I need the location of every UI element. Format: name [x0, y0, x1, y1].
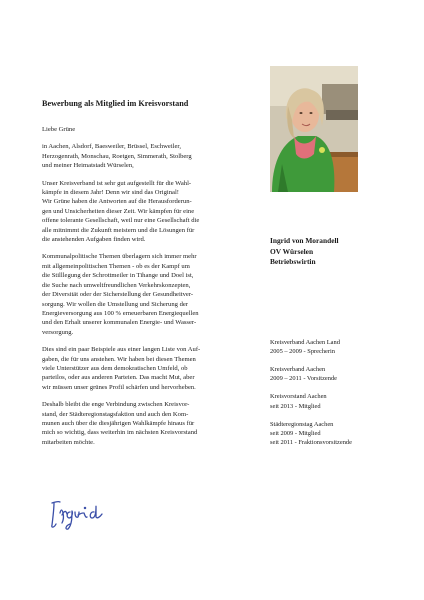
text-line: in Aachen, Alsdorf, Baesweiler, Brüssel, Eschweiler, [42, 143, 182, 151]
letter-title: Bewerbung als Mitglied im Kreisvorstand [42, 99, 189, 108]
text-line: 2009 – 2011 - Vorsitzende [270, 375, 337, 383]
text-line: mit allgemeinpolitischen Themen - ob es der Kampf um [42, 262, 190, 270]
text-line: Deshalb bleibt die enge Verbindung zwischen Kreisvor- [42, 401, 190, 409]
text-line: wir müssen unser grünes Profil schärfen und hervorheben. [42, 383, 196, 391]
role-entry [270, 392, 410, 411]
text-line: 2005 – 2009 - Sprecherin [270, 348, 335, 356]
text-line: Kommunalpolitische Themen überlagern sich immer mehr [42, 253, 197, 261]
text-line: parteilos, oder aus anderen Parteien. Das macht Mut, aber [42, 374, 195, 382]
text-line: viele Unterstützer aus dem demokratischen Umfeld, ob [42, 364, 188, 372]
letter-paragraph-examples [42, 345, 260, 392]
handwritten-signature [48, 495, 114, 531]
text-line: munen auch über die diesjährigen Wahlkämpfe hinaus für [42, 419, 195, 427]
text-line: Energieversorgung aus 100 % erneuerbaren Energiequellen [42, 309, 199, 317]
candidate-local-group: OV Würselen [270, 246, 314, 256]
letter-paragraph-topics [42, 252, 260, 337]
text-line: die Stilllegung der Schrottmeiler in Tihange und Doel ist, [42, 272, 194, 280]
text-line: seit 2011 - Fraktionsvorsitzende [270, 439, 352, 447]
role-entry [270, 420, 410, 448]
text-line: die anstehenden Aufgaben finden wird. [42, 236, 146, 244]
text-line: mich so wichtig, dass weiterhin im nächsten Kreisvorstand [42, 429, 198, 437]
letter-paragraph-closing [42, 400, 260, 447]
text-line: Wir Grüne haben die Antworten auf die Herausforderun- [42, 198, 192, 206]
role-entry [270, 365, 410, 384]
text-line: der Diversität oder der Sicherstellung der Gesundheitver- [42, 291, 194, 299]
roles-list [270, 338, 410, 456]
text-line: versorgung. [42, 328, 74, 336]
text-line: stand, der Städteregionstagsfaktion und auch den Kom- [42, 410, 189, 418]
text-line: alle mitnimmt die Zukunft meistern und die Lösungen für [42, 226, 195, 234]
text-line: Herzogenrath, Monschau, Roetgen, Simmerath, Stolberg [42, 152, 192, 160]
text-line: mitarbeiten möchte. [42, 438, 95, 446]
text-line: Dies sind ein paar Beispiele aus einer langen Liste von Auf- [42, 346, 201, 354]
portrait-photo [270, 66, 358, 192]
text-line: die Suche nach umweltfreundlichen Verkehrskonzepten, [42, 281, 191, 289]
text-line: Liebe Grüne [42, 126, 76, 133]
text-line: seit 2009 - Mitglied [270, 429, 321, 437]
text-line: und den Erhalt unserer kommunalen Energie- und Wasser- [42, 319, 197, 327]
text-line: gen und Unsicherheiten dieser Zeit. Wir kämpfen für eine [42, 207, 195, 215]
text-line: gaben, die für uns anstehen. Wir haben bei diesen Themen [42, 355, 196, 363]
text-line: Kreisvorstand Aachen [270, 393, 327, 401]
letter-paragraph-intro [42, 179, 260, 245]
text-line: Städteregionstag Aachen [270, 420, 334, 428]
text-line: kämpfe in diesem Jahr! Denn wir sind das Original! [42, 189, 179, 197]
text-line: sorgung. Wir wollen die Umstellung und Sicherung der [42, 300, 188, 308]
text-line: seit 2013 - Mitglied [270, 402, 321, 410]
candidate-info [270, 236, 400, 268]
letter-paragraph-greeting [42, 125, 260, 134]
text-line: und meiner Heimatstadt Würselen, [42, 162, 134, 170]
text-line: Unser Kreisverband ist sehr gut aufgestellt für die Wahl- [42, 179, 192, 187]
letter-column [42, 98, 260, 455]
role-entry [270, 338, 410, 357]
text-line: Kreisverband Aachen Land [270, 339, 340, 346]
candidate-profession: Betriebswirtin [270, 257, 316, 266]
text-line: offene tolerante Gesellschaft, weil nur eine Gesellschaft die [42, 217, 200, 225]
candidate-name: Ingrid von Morandell [270, 236, 339, 245]
letter-paragraph-places [42, 142, 260, 170]
text-line: Kreisverband Aachen [270, 366, 326, 374]
